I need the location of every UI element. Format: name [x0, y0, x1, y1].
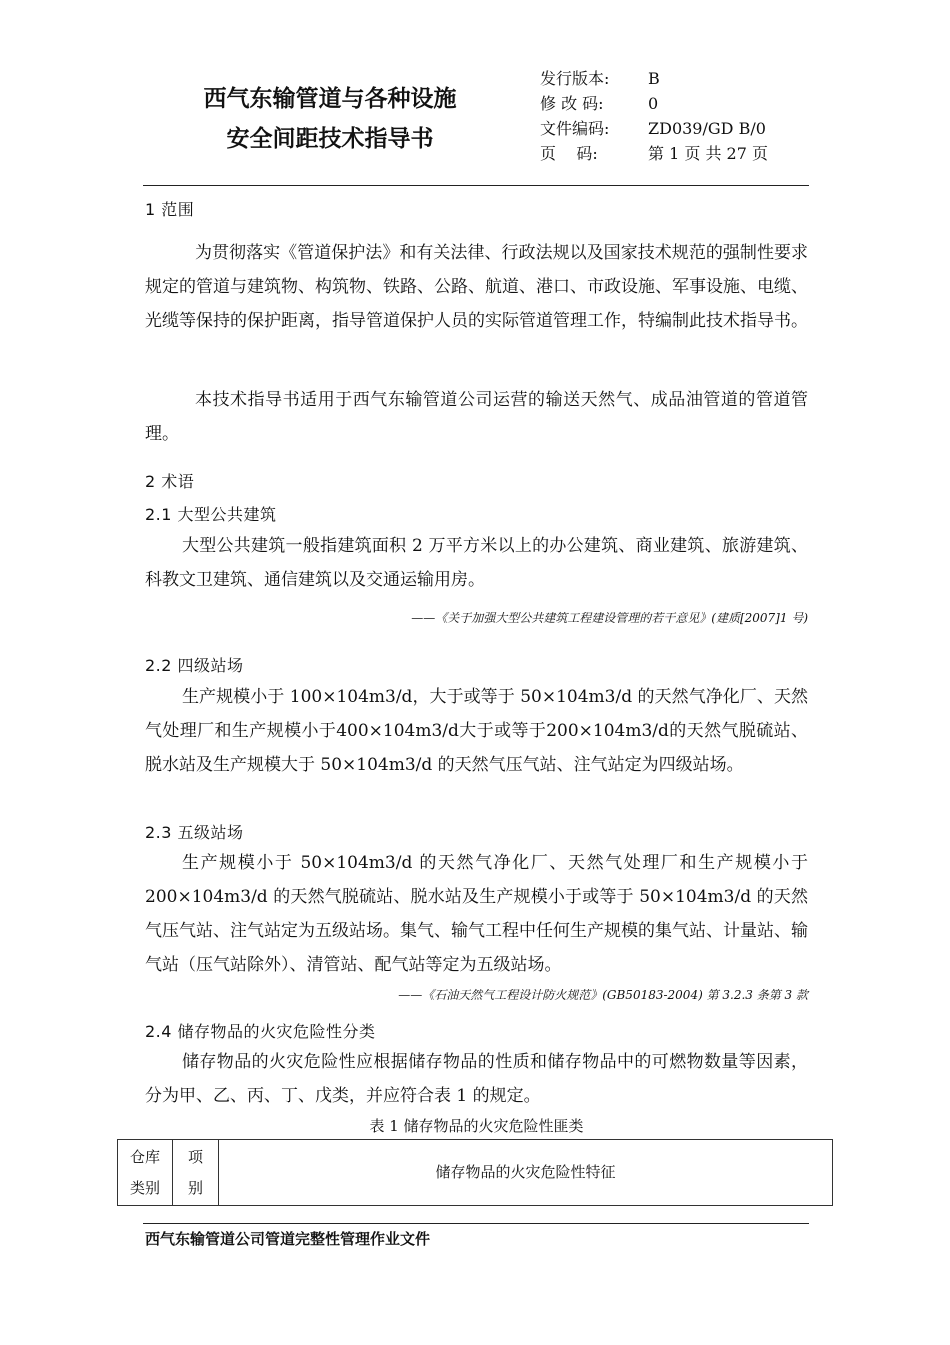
document-title-line2: 安全间距技术指导书 — [226, 126, 434, 152]
document-title-line1: 西气东输管道与各种设施 — [203, 86, 457, 112]
hazard-table — [117, 1139, 833, 1206]
meta-version — [540, 66, 768, 91]
meta-label: 修 改 码: — [540, 94, 604, 113]
section-2-1-paragraph: 大型公共建筑一般指建筑面积 2 万平方米以上的办公建筑、商业建筑、旅游建筑、科教文卫建筑、通信建筑以及交通运输用房。 — [145, 536, 808, 590]
document-footer: 西气东输管道公司管道完整性管理作业文件 — [145, 1230, 431, 1248]
meta-label: 页 码: — [540, 144, 598, 163]
meta-value: 第 1 页 共 27 页 — [648, 144, 768, 163]
header-warehouse-line1: 仓库 — [129, 1147, 160, 1166]
table-header-row — [118, 1140, 833, 1206]
header-warehouse-line2: 类别 — [129, 1178, 160, 1197]
table-header-cell — [219, 1140, 833, 1206]
header-characteristics: 储存物品的火灾危险性特征 — [435, 1163, 616, 1181]
meta-revision — [540, 91, 768, 116]
footer-divider — [143, 1223, 809, 1224]
table-header-cell — [173, 1140, 219, 1206]
meta-label: 发行版本: — [540, 69, 610, 88]
section-2-1-citation: ——《关于加强大型公共建筑工程建设管理的若干意见》(建质[2007]1 号) — [411, 611, 808, 625]
meta-page — [540, 141, 768, 166]
section-2-4-heading: 2.4 储存物品的火灾危险性分类 — [145, 1022, 376, 1041]
section-1-heading: 1 范围 — [145, 200, 195, 219]
section-2-2-paragraph: 生产规模小于 100×104m3/d，大于或等于 50×104m3/d 的天然气净化厂、天然气处理厂和生产规模小于400×104m3/d大于或等于200×104m3/d的天然气脱硫站、脱水站及生产规模大于 50×104m3/d 的天然气压气站、注气站定为四级站场。 — [145, 687, 808, 775]
header-item-line2: 别 — [187, 1178, 203, 1197]
section-1-paragraph-2: 本技术指导书适用于西气东输管道公司运营的输送天然气、成品油管道的管道管理。 — [145, 390, 808, 444]
section-2-heading: 2 术语 — [145, 472, 195, 491]
section-2-4-paragraph: 储存物品的火灾危险性应根据储存物品的性质和储存物品中的可燃物数量等因素，分为甲、乙、丙、丁、戊类，并应符合表 1 的规定。 — [145, 1052, 808, 1106]
meta-label: 文件编码: — [540, 119, 610, 138]
section-2-1-heading: 2.1 大型公共建筑 — [145, 505, 277, 524]
section-1-paragraph-1: 为贯彻落实《管道保护法》和有关法律、行政法规以及国家技术规范的强制性要求规定的管道与建筑物、构筑物、铁路、公路、航道、港口、市政设施、军事设施、电缆、光缆等保持的保护距离，指导管道保护人员的实际管道管理工作，特编制此技术指导书。 — [145, 243, 808, 331]
header-divider — [143, 185, 809, 186]
table-caption: 表 1 储存物品的火灾危险性匪类 — [369, 1117, 584, 1135]
meta-file-code — [540, 116, 768, 141]
table-header-cell — [118, 1140, 173, 1206]
section-2-3-paragraph: 生产规模小于 50×104m3/d 的天然气净化厂、天然气处理厂和生产规模小于200×104m3/d 的天然气脱硫站、脱水站及生产规模小于或等于 50×104m3/d 的天然气压气站、注气站定为五级站场。集气、输气工程中任何生产规模的集气站、计量站、输气站（压气站除外）、清管站、配气站等定为五级站场。 — [145, 853, 808, 975]
section-2-3-heading: 2.3 五级站场 — [145, 823, 244, 842]
meta-value: 0 — [648, 94, 659, 113]
meta-value: ZD039/GD B/0 — [648, 119, 766, 138]
header-item-line1: 项 — [187, 1147, 203, 1166]
section-2-3-citation: ——《石油天然气工程设计防火规范》(GB50183-2004) 第 3.2.3 条第 3 款 — [398, 988, 808, 1002]
document-meta — [540, 66, 768, 166]
section-2-2-heading: 2.2 四级站场 — [145, 656, 244, 675]
meta-value: B — [648, 69, 660, 88]
